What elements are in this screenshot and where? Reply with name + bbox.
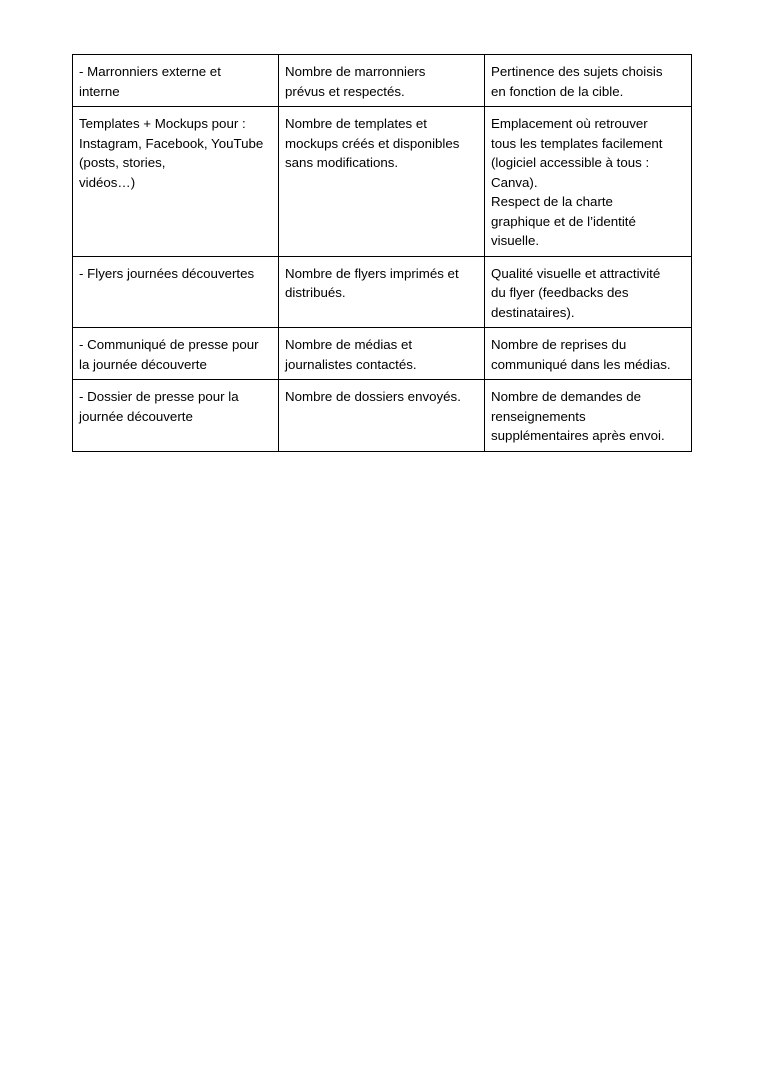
table-row (73, 107, 692, 257)
kpi-table (72, 54, 692, 452)
indicator-cell: Nombre de marronniers prévus et respectés. (279, 55, 485, 107)
indicator-cell: Nombre de flyers imprimés et distribués. (279, 256, 485, 328)
indicator-cell: Nombre de dossiers envoyés. (279, 380, 485, 452)
action-cell: - Dossier de presse pour la journée découverte (73, 380, 279, 452)
action-cell: Templates + Mockups pour : Instagram, Facebook, YouTube (posts, stories, vidéos…) (73, 107, 279, 257)
action-cell: - Flyers journées découvertes (73, 256, 279, 328)
quality-cell: Nombre de reprises du communiqué dans les médias. (485, 328, 692, 380)
quality-cell: Nombre de demandes de renseignements supplémentaires après envoi. (485, 380, 692, 452)
quality-cell: Pertinence des sujets choisis en fonction de la cible. (485, 55, 692, 107)
table-row (73, 328, 692, 380)
table-row (73, 380, 692, 452)
action-cell: - Marronniers externe et interne (73, 55, 279, 107)
indicator-cell: Nombre de médias et journalistes contactés. (279, 328, 485, 380)
action-cell: - Communiqué de presse pour la journée découverte (73, 328, 279, 380)
quality-cell: Qualité visuelle et attractivité du flyer (feedbacks des destinataires). (485, 256, 692, 328)
table-row (73, 256, 692, 328)
table-row (73, 55, 692, 107)
quality-cell: Emplacement où retrouver tous les templates facilement (logiciel accessible à tous : Canva). Respect de la charte graphique et de l’identité visuelle. (485, 107, 692, 257)
indicator-cell: Nombre de templates et mockups créés et disponibles sans modifications. (279, 107, 485, 257)
